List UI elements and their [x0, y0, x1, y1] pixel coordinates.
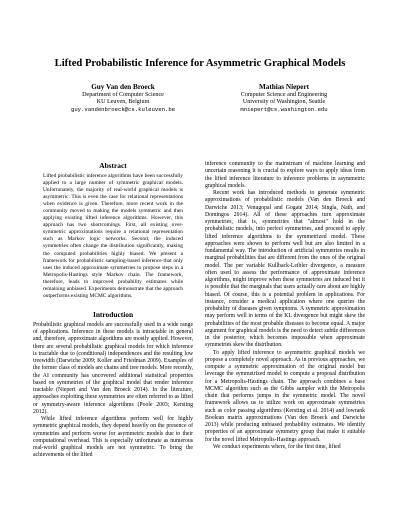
author-email: mniepert@cs.washington.edu [240, 106, 328, 114]
body-paragraph: We conduct experiments where, for the first time, lifted [213, 443, 341, 450]
abstract-text: Lifted probabilistic inference algorithms have been successfully applied to a large number of symmetric graphical models. Unfortunately, the majority of real-world graphical models is asymmetric. This is even the case for relational representations when evidence is given. Therefore, more recent work in the community moved to making the models symmetric and then applying existing lifted inference algorithms. However, this approach has two shortcomings. First, all existing over-symmetric approximations require a relational representation such as Markov logic networks. Second, the induced symmetries often change the distribution significantly, making the computed probabilities highly biased. We present a framework for probabilistic sampling-based inference that only uses the induced approximate symmetries to propose steps in a Metropolis-Hastings style Markov chain. The framework, therefore, leads to improved probability estimates while remaining unbiased. Experiments demonstrate that the approach outperforms existing MCMC algorithms. [43, 173, 183, 299]
body-paragraph: inference community to the mainstream of machine learning and uncertain reasoning it is crucial to explore ways to apply ideas from the lifted inference literature to inference problems in asymmetric graphical models. [205, 161, 365, 189]
body-paragraph: Recent work has introduced methods to generate symmetric approximations of probabilistic models (Van den Broeck and Darwiche 2013; Venugopal and Gogate 2014; Singla, Nath, and Domingos 2014). All of these approaches turn approximate symmetries, that is, symmetries that "almost" hold in the probabilistic models, into perfect symmetries, and proceed to apply lifted inference algorithms to the symmetrized model. These approaches were shown to perform well but are also limited in a fundamental way. The introduction of artificial symmetries results in marginal probabilities that are different from the ones of the original model. The per variable Kullback-Leibler divergence, a measure often used to assess the performance of approximate inference algorithms, might improve when these symmetries are induced but it is possible that the marginals that users actually care about are highly biased. Of course, this is a potential problem in applications. For instance, consider a medical application where one queries the probability of diseases given symptoms. A symmetric approximation may perform well in terms of the KL divergence but might skew the probabilities of the most probable diseases to become equal. A major argument for graphical models is the need to detect subtle differences in the posterior, which becomes impossible when approximate symmetries skew the distribution. [205, 190, 365, 349]
right-column [205, 161, 365, 451]
left-column [33, 161, 193, 460]
introduction-heading: Introduction [92, 309, 134, 319]
author-institution: University of Washington, Seattle [242, 99, 326, 106]
author-name: Mathias Niepert [258, 83, 310, 91]
author-block-1 [37, 83, 209, 114]
author-name: Guy Van den Broeck [91, 83, 155, 91]
author-email: guy.vandenbroeck@cs.kuleuven.be [70, 106, 176, 114]
body-paragraph: To apply lifted inference to asymmetric graphical models we propose a completely novel approach. As in previous approaches, we compute a symmetric approximation of the original model but leverage the symmetrized model to compute a proposal distribution for a Metropolis-Hastings chain. The approach combines a base MCMC algorithm such as the Gibbs sampler with the Metropolis chain that performs jumps in the symmetric model. The novel framework allows us to utilize work on approximate symmetries such as color passing algorithms (Kersting et al. 2014) and lowrank Boolean matrix approximations (Van den Broeck and Darwiche 2013) while producing unbiased probability estimates. We identify properties of an approximate symmetry group that make it suitable for the novel lifted Metropolis-Hastings approach. [205, 349, 365, 443]
author-affiliation: Computer Science and Engineering [240, 92, 328, 98]
author-institution: KU Leuven, Belgium [96, 99, 150, 106]
abstract-heading: Abstract [99, 161, 127, 170]
author-block-2 [198, 83, 370, 114]
intro-paragraph: Probabilistic graphical models are successfully used in a wide range of applications. Inference in these models is intractable in general and, therefore, approximate algorithms are mostly applied. However, there are several probabilistic graphical models for which inference is tractable due to (conditional) independences and the resulting low treewidth (Darwiche 2009; Koller and Friedman 2009). Examples of the former class of models are chains and tree models. More recently, the AI community has uncovered additional statistical properties based on symmetries of the graphical model that render inference tractable (Niepert and Van den Broeck 2014). In the literature, approaches exploiting these symmetries are often referred to as lifted or symmetry-aware inference algorithms (Poole 2003; Kersting 2012). [33, 321, 193, 415]
intro-paragraph: While lifted inference algorithms perform well for highly symmetric graphical models, they depend heavily on the presence of symmetries and perform worse for asymmetric models due to their computational overhead. This is especially unfortunate as numerous real-world graphical models are not symmetric. To bring the achievements of the lifted [33, 416, 193, 459]
author-affiliation: Department of Computer Science [82, 92, 164, 98]
paper-title: Lifted Probabilistic Inference for Asymmetric Graphical Models [54, 58, 346, 69]
